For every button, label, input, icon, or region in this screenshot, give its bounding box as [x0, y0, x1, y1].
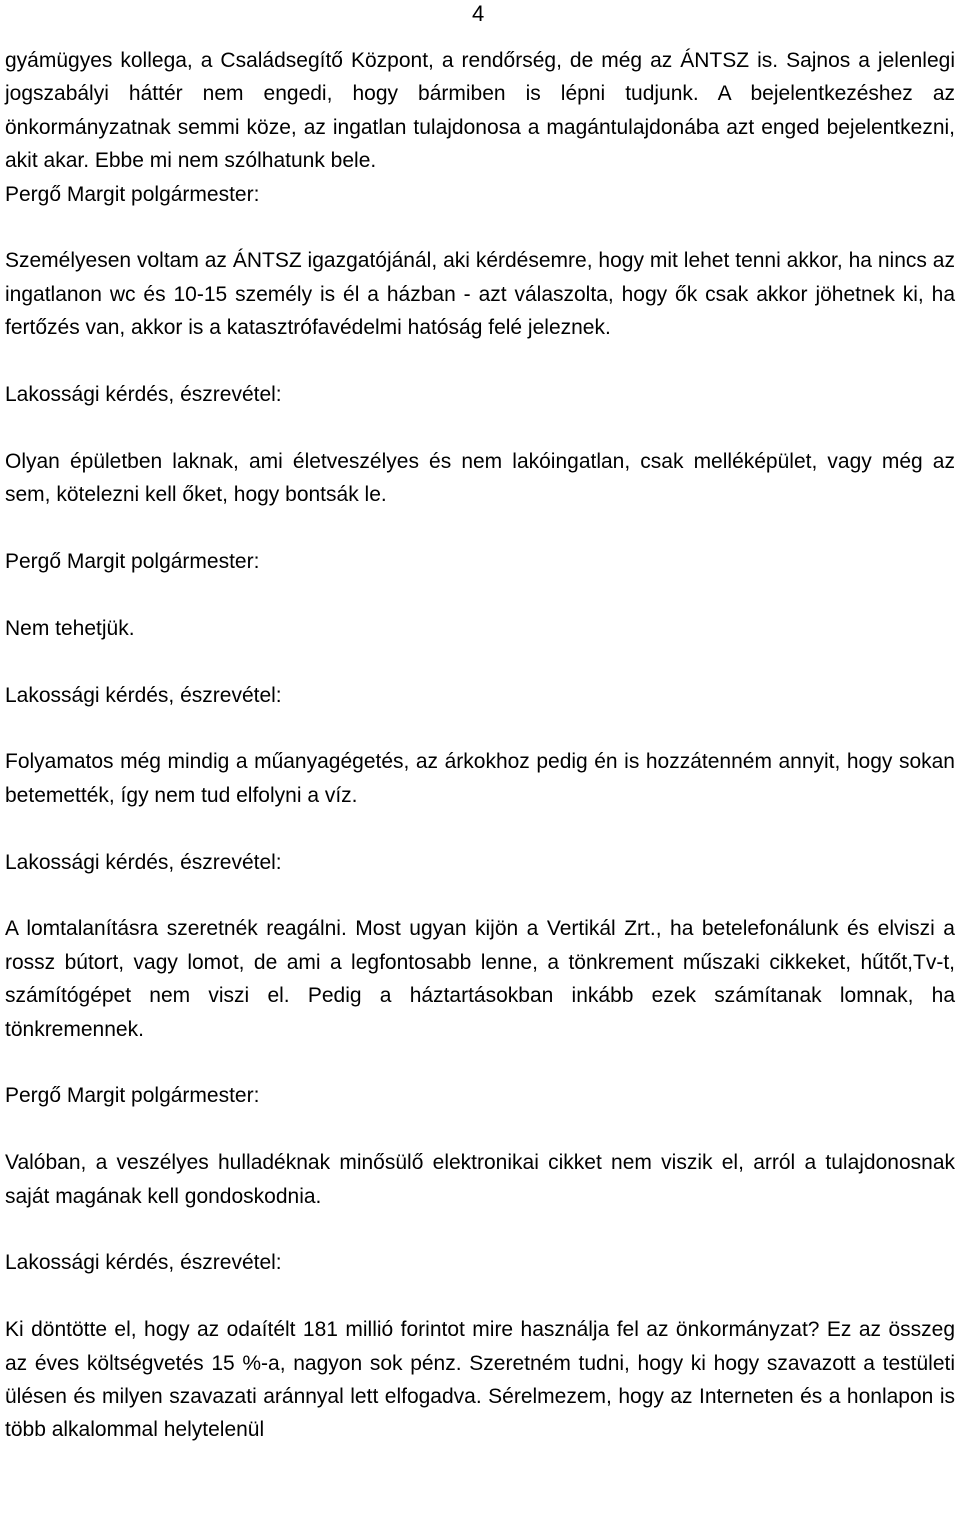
speaker-label: Lakossági kérdés, észrevétel:: [5, 850, 282, 874]
paragraph: A lomtalanításra szeretnék reagálni. Most ugyan kijön a Vertikál Zrt., ha betelefonálunk és elviszi a rossz bútort, vagy lomot, de ami a legfontosabb lenne, a tönkrement műszaki cikkeket, hűtőt,Tv-t, számítógépet nem viszi el. Pedig a háztartásokban inkább ezek számítanak lomnak, ha tönkremennek.: [5, 917, 955, 1041]
document-body: [5, 44, 955, 1447]
paragraph: Folyamatos még mindig a műanyagégetés, az árkokhoz pedig én is hozzátenném annyit, hogy sokan betemették, így nem tud elfolyni a víz.: [5, 750, 955, 807]
paragraph: Nem tehetjük.: [5, 616, 135, 640]
paragraph: Valóban, a veszélyes hulladéknak minősülő elektronikai cikket nem viszik el, arról a tulajdonosnak saját magának kell gondoskodnia.: [5, 1151, 955, 1208]
speaker-label: Lakossági kérdés, észrevétel:: [5, 683, 282, 707]
speaker-label: Pergő Margit polgármester:: [5, 1084, 260, 1108]
paragraph: Olyan épületben laknak, ami életveszélyes és nem lakóingatlan, csak melléképület, vagy még az sem, kötelezni kell őket, hogy bontsák le.: [5, 449, 955, 507]
paragraph: Ki döntötte el, hogy az odaítélt 181 millió forintot mire használja fel az önkormányzat? Ez az összeg az éves költségvetés 15 %-a, nagyon sok pénz. Szeretném tudni, hogy ki hogy szavazott a testületi ülésen és milyen szavazati aránnyal lett elfogadva. Sérelmezem, hogy az Interneten és a honlapon is több alkalommal helytelenül: [5, 1318, 955, 1442]
speaker-label: Pergő Margit polgármester:: [5, 182, 260, 206]
paragraph: Személyesen voltam az ÁNTSZ igazgatójánál, aki kérdésemre, hogy mit lehet tenni akkor, ha nincs az ingatlanon wc és 10-15 személy is él a házban - azt válaszolta, hogy ők csak akkor jöhetnek ki, ha fertőzés van, akkor is a katasztrófavédelmi hatóság felé jeleznek.: [5, 249, 955, 340]
speaker-label: Pergő Margit polgármester:: [5, 550, 260, 574]
page-number: 4: [472, 1, 485, 26]
speaker-label: Lakossági kérdés, észrevétel:: [5, 1251, 282, 1275]
speaker-label: Lakossági kérdés, észrevétel:: [5, 383, 282, 407]
paragraph: gyámügyes kollega, a Családsegítő Központ, a rendőrség, de még az ÁNTSZ is. Sajnos a jelenlegi jogszabályi háttér nem engedi, hogy bármiben is lépni tudjunk. A bejelentkezéshez az önkormányzatnak semmi köze, az ingatlan tulajdonosa a magántulajdonába azt enged bejelentkezni, akit akar. Ebbe mi nem szólhatunk bele.: [5, 49, 955, 173]
